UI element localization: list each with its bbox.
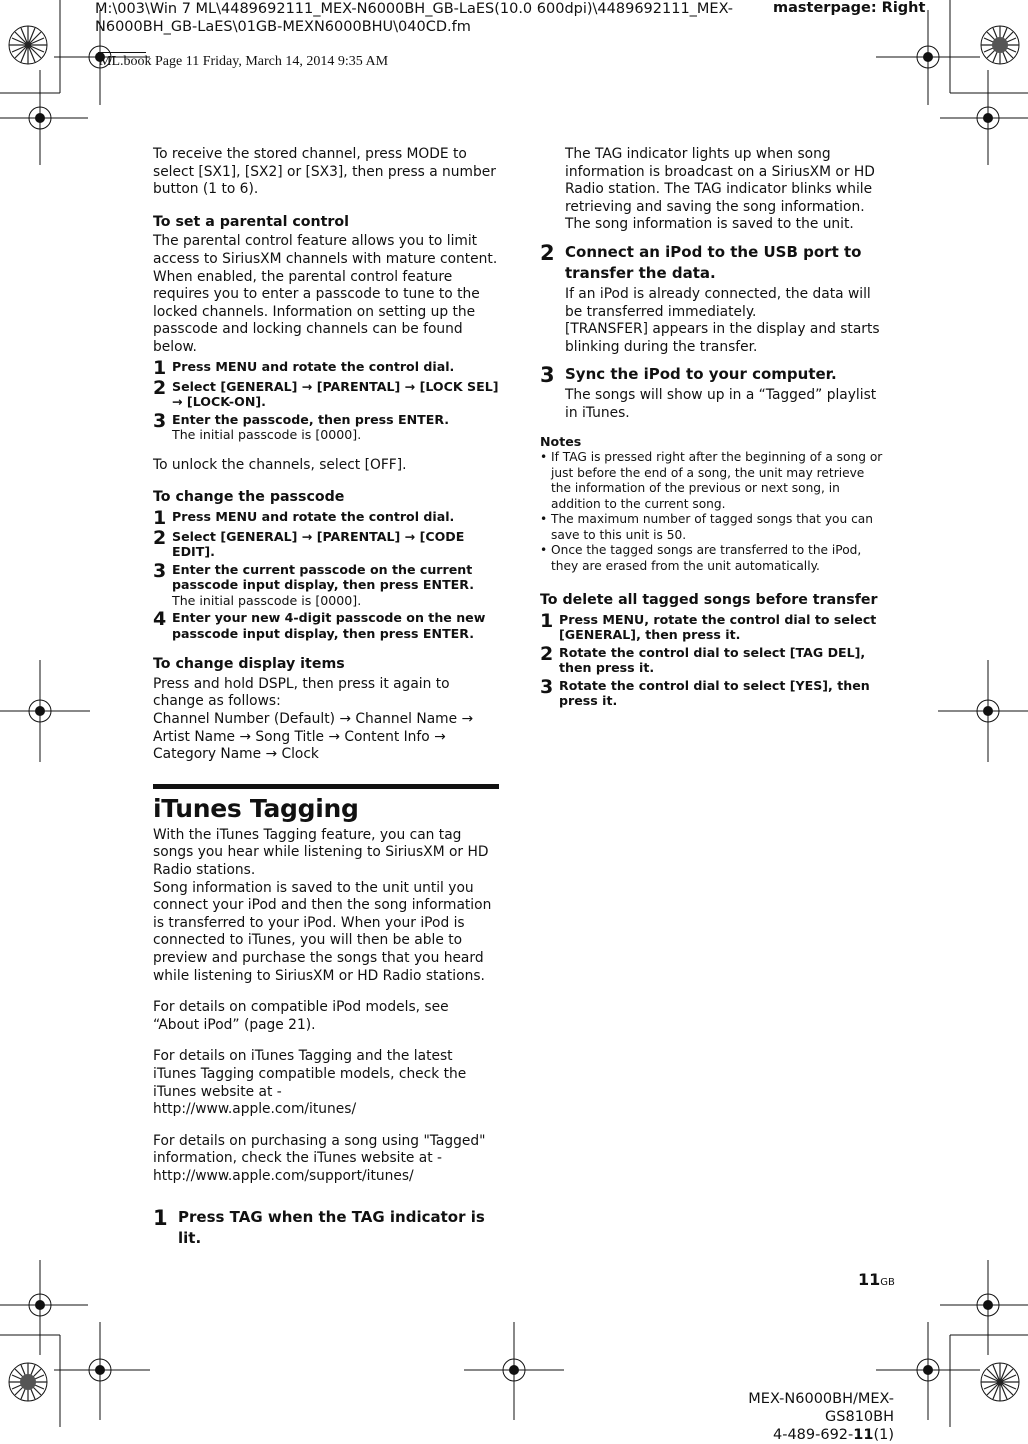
tag-continued: The TAG indicator lights up when song information is broadcast on a SiriusXM or HD Radio station. The TAG indicator blinks while retrieving and saving the song information. The song information is saved to the unit. — [565, 146, 875, 233]
step-text: Press MENU, rotate the control dial to select [GENERAL], then press it. — [559, 611, 877, 643]
step-number: 1 — [153, 356, 167, 379]
step-text: Select [GENERAL] → [PARENTAL] → [LOCK SEL] → [LOCK-ON]. — [172, 378, 499, 410]
parental-body: The parental control feature allows you to limit access to SiriusXM channels with mature content. When enabled, the parental control feature requires you to enter a passcode to tune to the locked channels. Information on setting up the passcode and locking channels can be found below. — [153, 233, 498, 355]
step-number: 3 — [540, 675, 554, 698]
intro-paragraph: To receive the stored channel, press MODE to select [SX1], [SX2] or [SX3], then press a number button (1 to 6). — [153, 146, 496, 198]
passcode-step-2 — [153, 526, 499, 560]
step-text: Press MENU and rotate the control dial. — [172, 358, 455, 374]
parental-step-2 — [153, 376, 499, 410]
step-text: Select [GENERAL] → [PARENTAL] → [CODE EDIT]. — [172, 528, 465, 560]
display-items-sequence: Channel Number (Default) → Channel Name → Artist Name → Song Title → Content Info → Category Name → Clock — [153, 711, 474, 763]
itunes-url-link[interactable]: http://www.apple.com/itunes/ — [153, 1101, 357, 1118]
page-number: 11GB — [858, 1270, 895, 1289]
step-number: 2 — [540, 240, 555, 265]
masterpage-label: masterpage: Right — [773, 0, 926, 16]
step-number: 1 — [540, 609, 554, 632]
step-note: The initial passcode is [0000]. — [172, 427, 362, 443]
step-number: 2 — [153, 526, 167, 549]
step-note: If an iPod is already connected, the data will be transferred immediately. — [565, 285, 871, 320]
step-number: 3 — [540, 363, 555, 388]
itunes-para-1: With the iTunes Tagging feature, you can tag songs you hear while listening to SiriusXM or HD Radio stations. — [153, 826, 489, 878]
step-text: Press MENU and rotate the control dial. — [172, 508, 455, 524]
delete-step-3 — [540, 675, 886, 709]
display-items-body: Press and hold DSPL, then press it again to change as follows: — [153, 675, 450, 710]
delete-heading: To delete all tagged songs before transfer — [540, 592, 878, 609]
itunes-para-2: Song information is saved to the unit until you connect your iPod and then the song information is transferred to your iPod. When your iPod is connected to iTunes, you will then be able to preview and purchase the songs that you heard while listening to SiriusXM or HD Radio stations. — [153, 879, 492, 984]
page-suffix: GB — [880, 1277, 895, 1288]
delete-step-1 — [540, 609, 886, 643]
display-items-heading: To change display items — [153, 656, 345, 673]
itunes-support-url-link[interactable]: http://www.apple.com/support/itunes/ — [153, 1167, 414, 1184]
step-title: Press TAG when the TAG indicator is lit. — [178, 1208, 485, 1248]
step-number: 1 — [153, 1206, 168, 1231]
itunes-para-4: For details on iTunes Tagging and the latest iTunes Tagging compatible models, check the iTunes website at - — [153, 1048, 467, 1100]
passcode-step-1 — [153, 506, 499, 529]
note-item: • The maximum number of tagged songs that you can save to this unit is 50. — [540, 512, 873, 542]
step-note: The songs will show up in a “Tagged” playlist in iTunes. — [565, 387, 877, 421]
step-note: The initial passcode is [0000]. — [172, 592, 362, 608]
book-info: ML.book Page 11 Friday, March 14, 2014 9:35 AM — [99, 54, 389, 69]
model-line-2: 4-489-692-11(1) — [772, 1427, 894, 1443]
step-text: Rotate the control dial to select [TAG DEL], then press it. — [559, 644, 866, 676]
step-text: Enter your new 4-digit passcode on the new passcode input display, then press ENTER. — [172, 610, 486, 641]
passcode-step-4 — [153, 610, 499, 641]
passcode-step-3 — [153, 559, 499, 609]
parental-heading: To set a parental control — [153, 213, 350, 230]
parental-step-3 — [153, 409, 499, 443]
book-info-rule — [98, 52, 146, 53]
step-number: 2 — [153, 376, 167, 399]
step-number: 2 — [540, 642, 554, 665]
parental-step-1 — [153, 356, 499, 379]
model-info — [690, 1390, 894, 1444]
model-line-1: MEX-N6000BH/MEX-GS810BH — [748, 1391, 894, 1425]
unlock-text: To unlock the channels, select [OFF]. — [153, 456, 407, 473]
step-text: Enter the passcode, then press ENTER. — [172, 411, 450, 427]
tag-step-2 — [540, 242, 886, 356]
step-note: [TRANSFER] appears in the display and starts blinking during the transfer. — [565, 321, 880, 355]
itunes-para-3: For details on compatible iPod models, see “About iPod” (page 21). — [153, 999, 449, 1033]
step-number: 4 — [153, 608, 167, 631]
file-path-line2: N6000BH_GB-LaES\01GB-MEXN6000BHU\040CD.fm — [95, 19, 471, 35]
change-passcode-heading: To change the passcode — [153, 489, 345, 506]
step-title: Connect an iPod to the USB port to transfer the data. — [565, 242, 862, 282]
itunes-tagging-title: iTunes Tagging — [153, 793, 359, 823]
note-item: • If TAG is pressed right after the beginning of a song or just before the end of a song, the unit may retrieve the information of the previous or next song, in addition to the current song. — [540, 450, 883, 511]
tag-step-3 — [540, 364, 886, 422]
note-item: • Once the tagged songs are transferred to the iPod, they are erased from the unit automatically. — [540, 543, 862, 573]
itunes-para-5: For details on purchasing a song using "Tagged" information, check the iTunes website at - — [153, 1132, 486, 1167]
notes-title: Notes — [540, 433, 582, 449]
step-number: 1 — [153, 506, 167, 529]
delete-step-2 — [540, 642, 886, 676]
step-number: 3 — [153, 559, 167, 582]
file-path-header — [95, 0, 733, 36]
step-text: Rotate the control dial to select [YES], then press it. — [559, 677, 870, 709]
right-column — [540, 146, 886, 709]
file-path-line1: M:\003\Win 7 ML\4489692111_MEX-N6000BH_GB-LaES(10.0 600dpi)\4489692111_MEX- — [95, 1, 734, 17]
step-number: 3 — [153, 409, 167, 432]
tag-step-1 — [153, 1207, 499, 1249]
step-text: Enter the current passcode on the current passcode input display, then press ENTER. — [172, 561, 474, 593]
section-rule — [153, 784, 499, 789]
left-column — [153, 146, 499, 1249]
step-title: Sync the iPod to your computer. — [565, 365, 837, 384]
